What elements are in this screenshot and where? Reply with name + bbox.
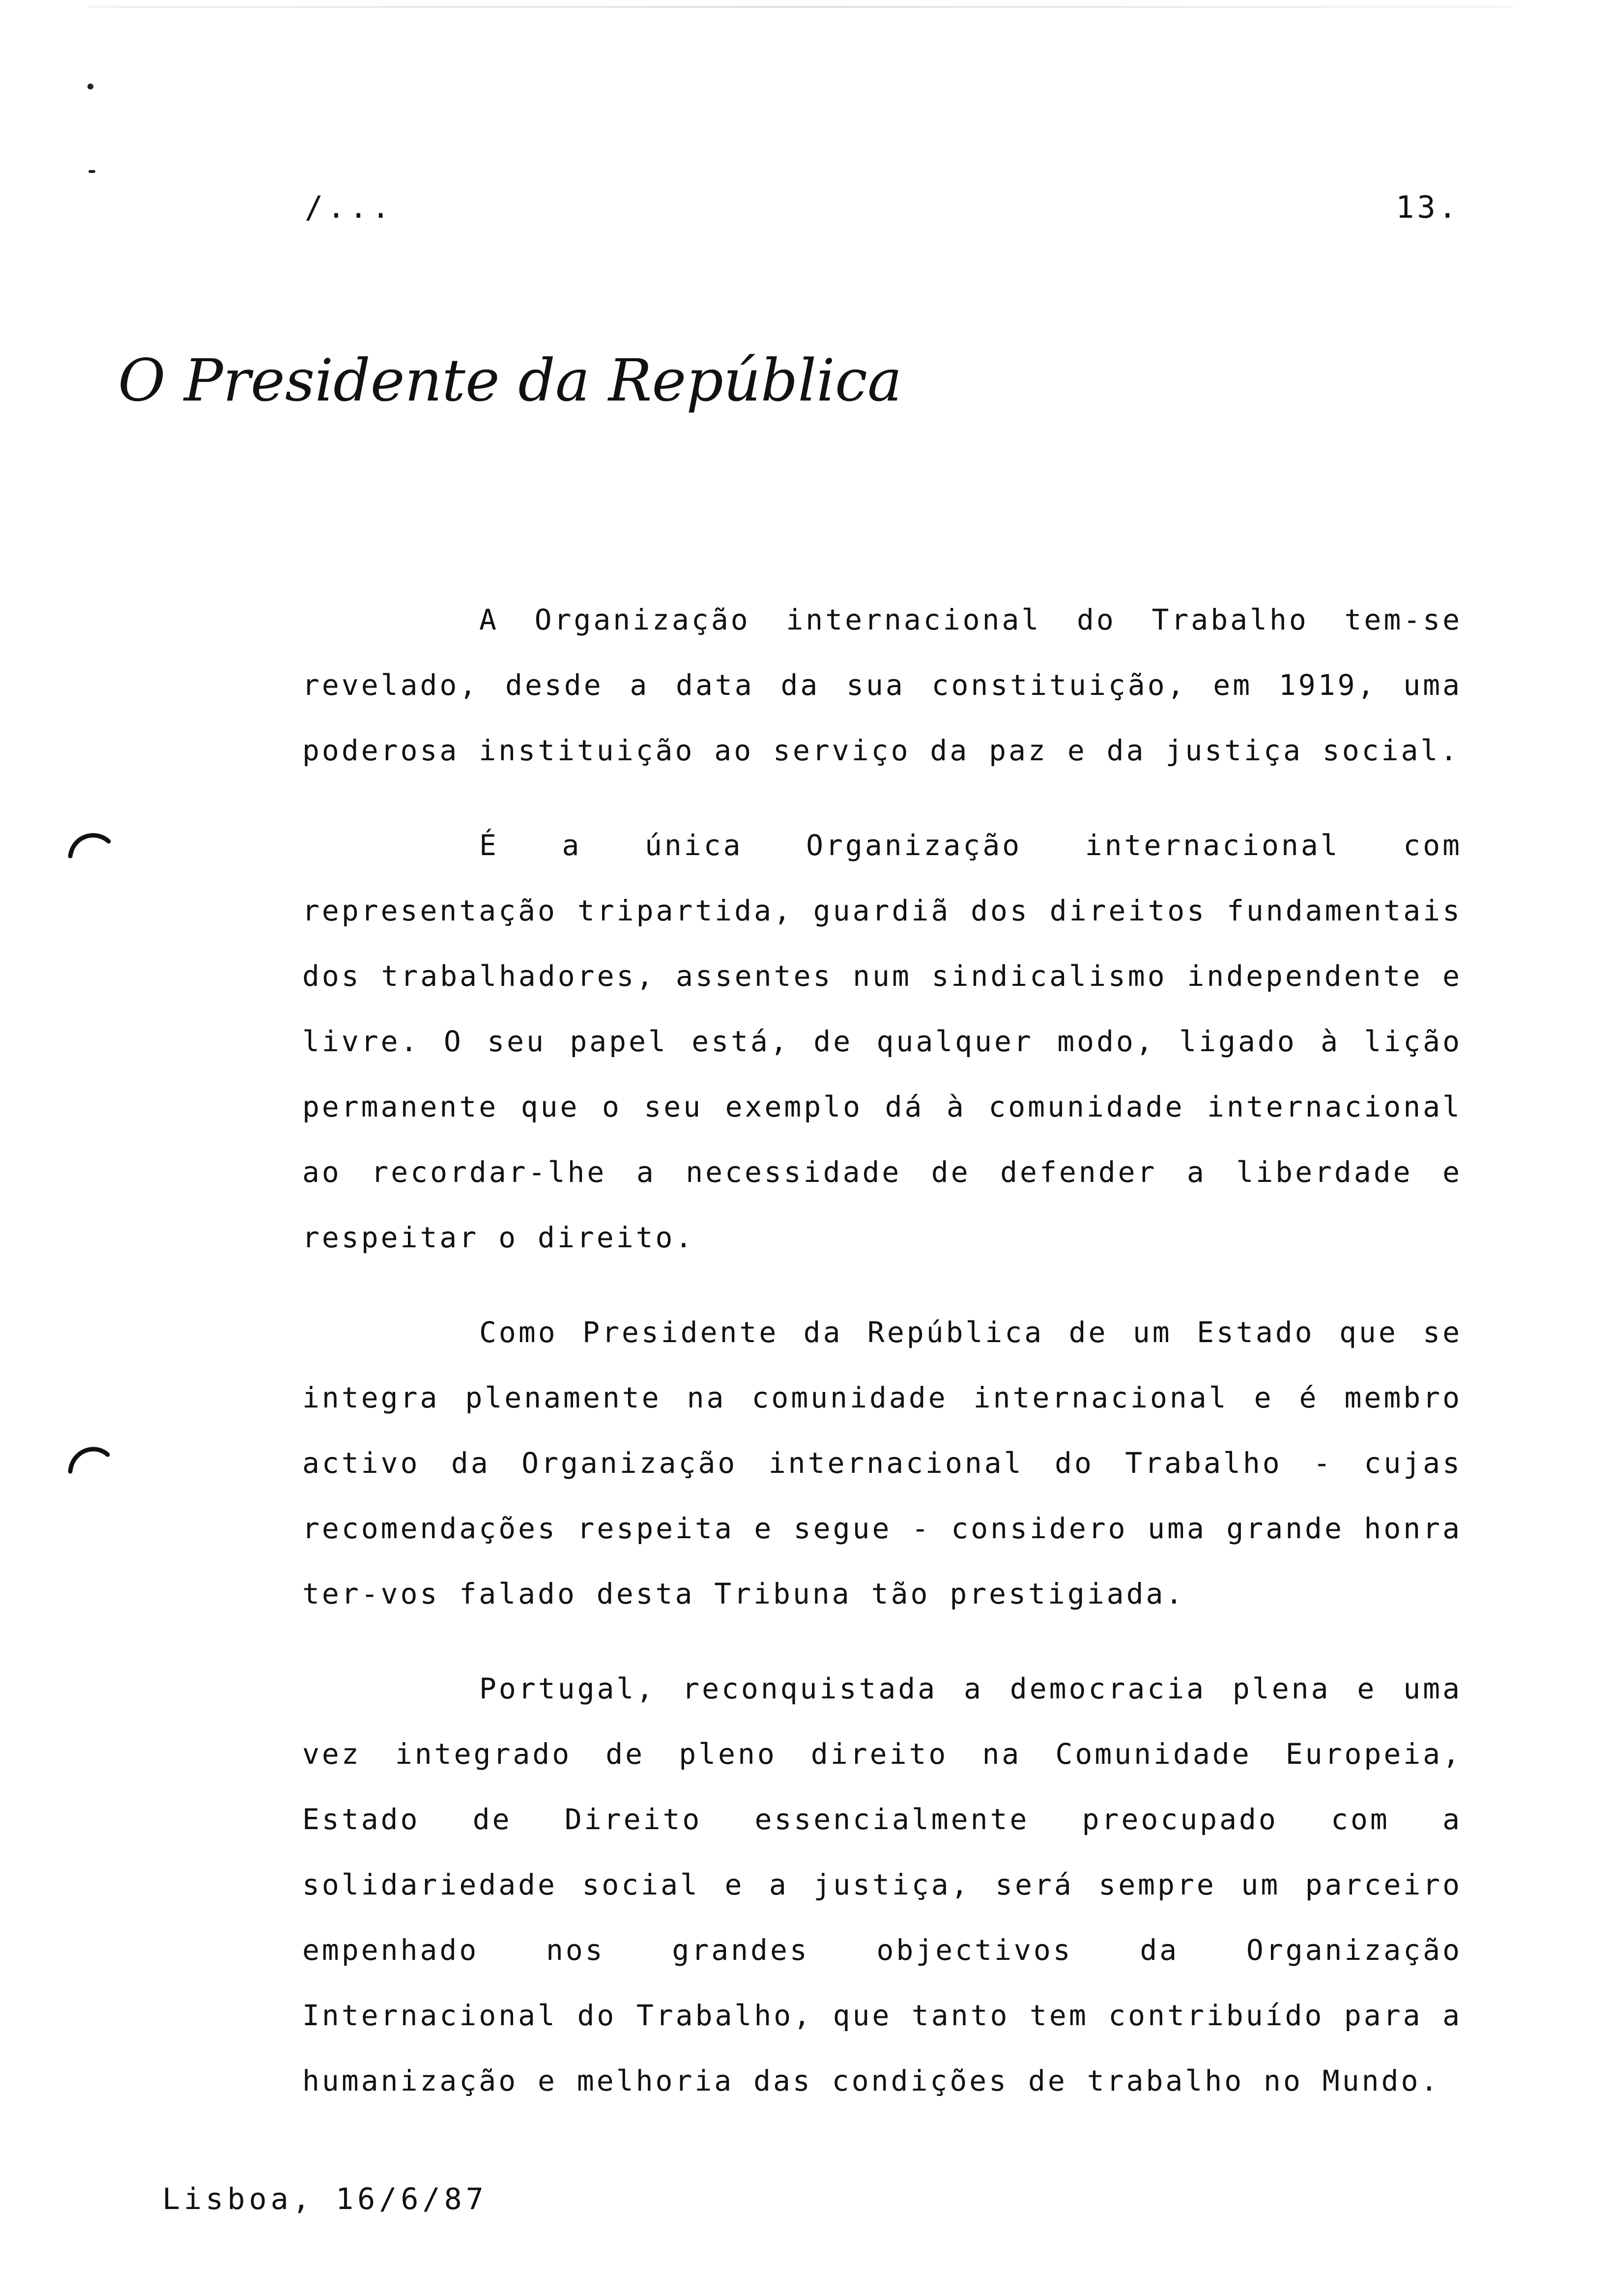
body-text — [302, 587, 1462, 2114]
page-number: 13. — [1396, 189, 1460, 225]
margin-dash — [88, 170, 95, 173]
continuation-mark: /... — [305, 189, 394, 225]
punch-hole-arc-icon — [66, 826, 111, 860]
letterhead-script — [113, 334, 902, 432]
place-date: Lisboa, 16/6/87 — [162, 2182, 488, 2216]
paragraph: É a única Organização internacional com representação tripartida, guardiã dos direitos fundamentais dos trabalhadores, assentes num sindicalismo independente e livre. O seu papel está, de qualquer modo, ligado à lição permanente que o seu exemplo dá à comunidade internacional ao recordar-lhe a necessidade de defender a liberdade e respeitar o direito. — [302, 829, 1462, 1254]
letterhead-text: O Presidente da República — [118, 346, 902, 414]
margin-dot — [87, 84, 93, 89]
scan-artifact-line — [88, 6, 1514, 8]
punch-hole-arc-icon — [66, 1440, 111, 1474]
paragraph: Portugal, reconquistada a democracia plena e uma vez integrado de pleno direito na Comunidade Europeia, Estado de Direito essencialmente preocupado com a solidariedade social e a justiça, será sempre um parceiro empenhado nos grandes objectivos da Organização Internacional do Trabalho, que tanto tem contribuído para a humanização e melhoria das condições de trabalho no Mundo. — [302, 1672, 1462, 2097]
letterhead-title — [113, 334, 902, 432]
paragraph: Como Presidente da República de um Estado que se integra plenamente na comunidade internacional e é membro activo da Organização internacional do Trabalho - cujas recomendações respeita e segue - considero uma grande honra ter-vos falado desta Tribuna tão prestigiada. — [302, 1316, 1462, 1610]
paragraph: A Organização internacional do Trabalho tem-se revelado, desde a data da sua constituição, em 1919, uma poderosa instituição ao serviço da paz e da justiça social. — [302, 603, 1462, 767]
